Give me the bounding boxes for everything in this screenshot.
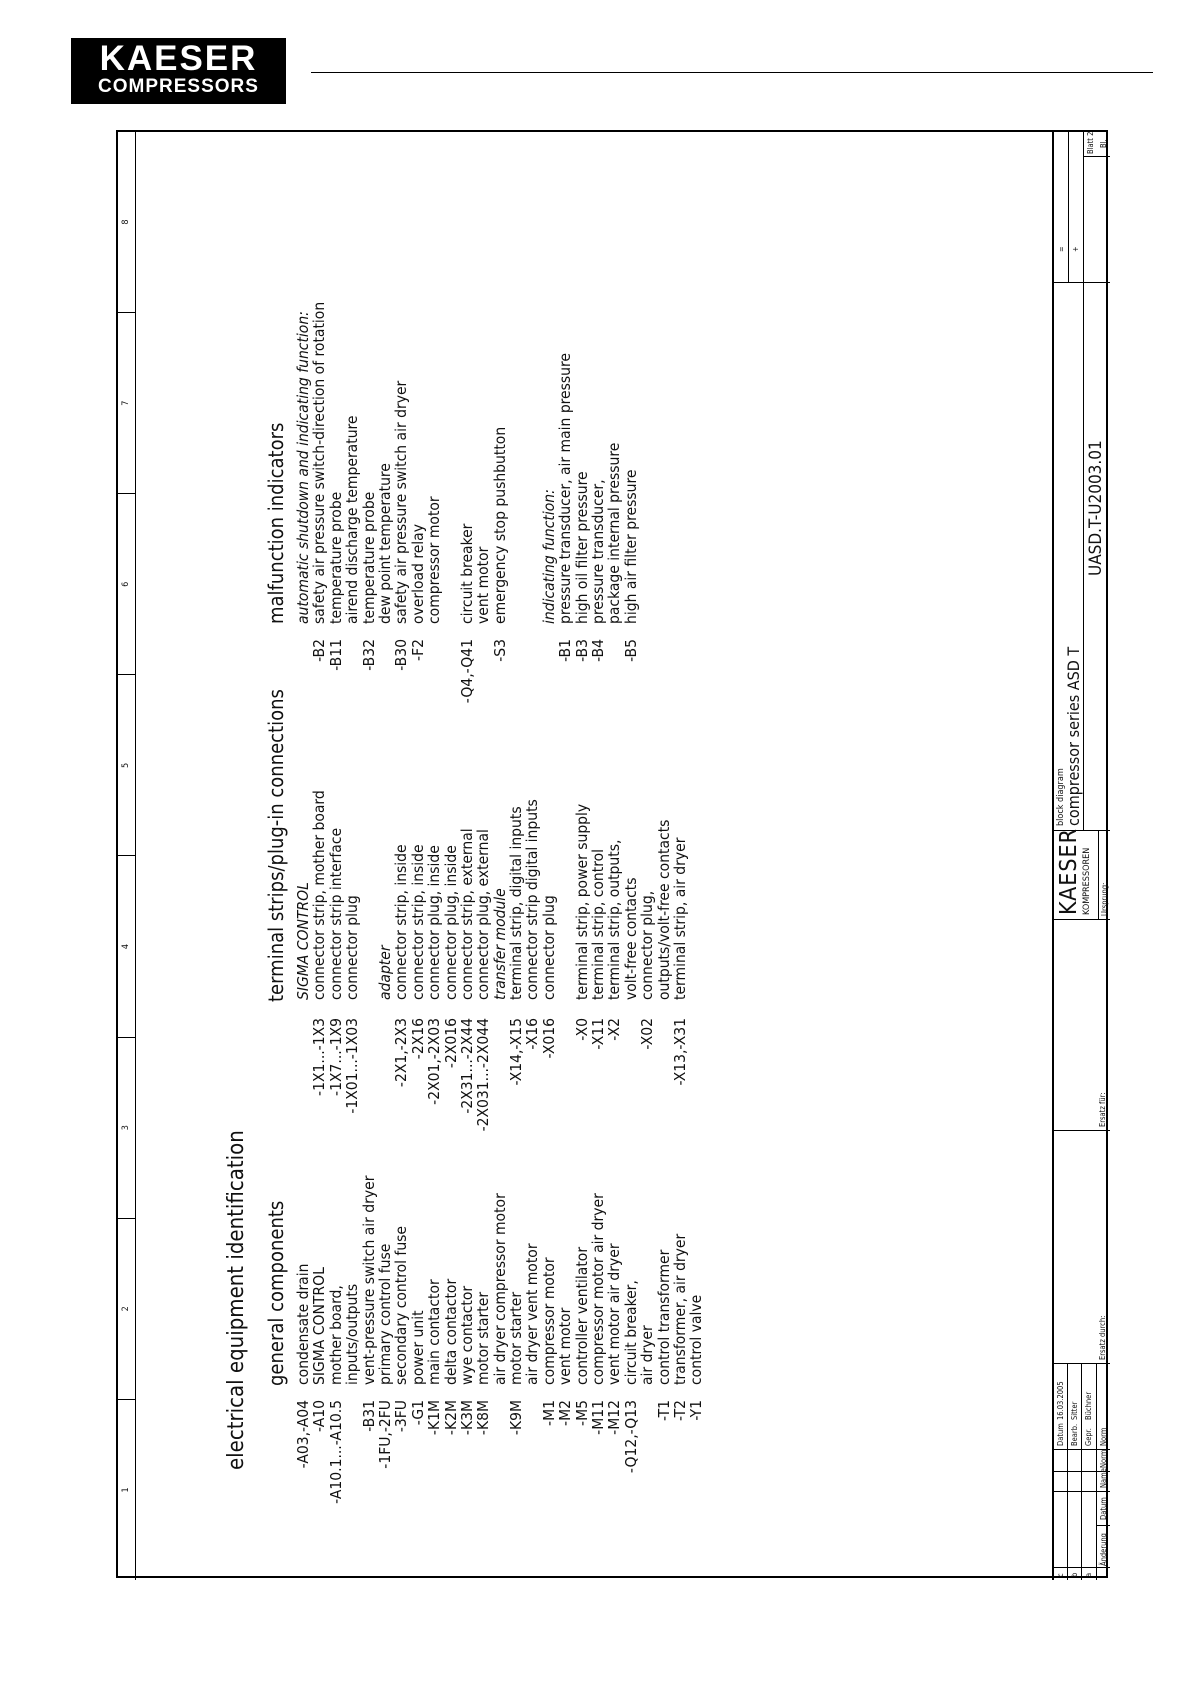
item-code: -X13,-X31 xyxy=(670,1018,689,1086)
list-item xyxy=(361,790,377,1219)
item-code xyxy=(443,639,459,764)
item-code xyxy=(606,639,622,764)
plus-label: + xyxy=(1071,246,1080,252)
list-item xyxy=(541,1176,557,1580)
list-item xyxy=(574,790,590,1219)
item-description: volt-free contacts xyxy=(621,877,640,1000)
item-code: -3FU xyxy=(392,1400,411,1433)
item-code: -M11 xyxy=(589,1400,608,1435)
list-item xyxy=(393,302,409,764)
item-code: -2X031...-2X044 xyxy=(474,1018,493,1132)
item-code: -M5 xyxy=(572,1400,591,1426)
list-item xyxy=(508,302,524,764)
list-item xyxy=(311,1176,327,1580)
list-item xyxy=(443,790,459,1219)
item-description: wye contactor xyxy=(457,1285,476,1385)
item-description: airend discharge temperature xyxy=(343,415,362,624)
item-code: -K9M xyxy=(507,1400,526,1436)
item-description: temperature probe xyxy=(326,491,345,624)
item-code: -2X01,-2X03 xyxy=(425,1018,444,1105)
list-item xyxy=(443,302,459,764)
item-description: mother board, xyxy=(326,1285,345,1385)
item-code: -B3 xyxy=(572,639,591,662)
item-code: -G1 xyxy=(408,1400,427,1426)
list-item xyxy=(328,1176,344,1580)
item-description: air dryer vent motor xyxy=(523,1243,542,1385)
list-item xyxy=(344,1176,360,1580)
list-item xyxy=(377,1176,393,1580)
sheet-title: electrical equipment identification xyxy=(224,1130,249,1470)
item-description: connector plug, inside xyxy=(425,845,444,1000)
list-item xyxy=(328,302,344,764)
brand-cell xyxy=(1054,830,1110,919)
item-description: air dryer xyxy=(638,1325,657,1385)
list-item xyxy=(295,302,311,764)
list-item xyxy=(492,302,508,764)
gepr-value: Büchner xyxy=(1084,1391,1093,1420)
list-item xyxy=(688,1176,704,1580)
item-code xyxy=(377,1018,393,1219)
item-code xyxy=(524,639,540,764)
item-code: -2X16 xyxy=(408,1018,427,1060)
item-code: -K1M xyxy=(425,1400,444,1436)
item-description: motor starter xyxy=(507,1291,526,1385)
item-description: connector plug, external xyxy=(474,829,493,1000)
item-description: delta contactor xyxy=(441,1278,460,1385)
zone-label: 1 xyxy=(118,1399,135,1580)
list-item xyxy=(606,1176,622,1580)
item-code: -X0 xyxy=(572,1018,591,1041)
item-code: -2X016 xyxy=(441,1018,460,1069)
item-code: -X14,-X15 xyxy=(507,1018,526,1086)
item-code xyxy=(524,1400,540,1580)
item-description: terminal strip, power supply xyxy=(572,803,591,1000)
item-code: -B4 xyxy=(589,639,608,662)
list-item xyxy=(541,302,557,764)
list-item xyxy=(410,790,426,1219)
doc-subject: compressor series ASD T xyxy=(1064,646,1083,826)
list-item xyxy=(344,790,360,1219)
item-description: connector strip, mother board xyxy=(310,790,329,1000)
item-description: air dryer compressor motor xyxy=(490,1193,509,1385)
item-code xyxy=(295,639,311,764)
list-item xyxy=(590,790,606,1219)
item-code xyxy=(344,1400,360,1580)
list-item xyxy=(361,1176,377,1580)
item-code: -1X01...-1X03 xyxy=(343,1018,362,1114)
item-description: overload relay xyxy=(408,524,427,624)
item-description: transformer, air dryer xyxy=(670,1233,689,1385)
item-code: -1FU,-2FU xyxy=(375,1400,394,1469)
item-description: connector strip, external xyxy=(457,828,476,1000)
item-code: -X11 xyxy=(589,1018,608,1050)
list-item xyxy=(459,302,475,764)
item-description: outputs/volt-free contacts xyxy=(654,819,673,1000)
item-description: terminal strip, digital inputs xyxy=(507,806,526,1000)
list-item xyxy=(557,790,573,1219)
brand-big: KAESER xyxy=(1056,828,1082,915)
item-description: compressor motor xyxy=(539,1257,558,1385)
item-code: -T2 xyxy=(670,1400,689,1421)
list-item xyxy=(410,302,426,764)
list-item xyxy=(656,1176,672,1580)
list-item xyxy=(623,302,639,764)
item-description: terminal strip, control xyxy=(589,849,608,1000)
terminal-strips-heading: terminal strips/plug-in connections xyxy=(264,689,288,1002)
item-code: -M12 xyxy=(605,1400,624,1435)
zone-label: 4 xyxy=(118,856,135,1037)
item-description: SIGMA CONTROL xyxy=(310,1267,329,1385)
item-code xyxy=(344,639,360,764)
item-description: package internal pressure xyxy=(605,442,624,624)
item-description: circuit breaker xyxy=(457,523,476,624)
item-code xyxy=(492,1400,508,1580)
item-code: -B1 xyxy=(556,639,575,662)
item-description: power unit xyxy=(408,1310,427,1385)
item-description: main contactor xyxy=(425,1279,444,1385)
replaces-cell: Ersatz für: xyxy=(1054,919,1110,1130)
item-description: pressure transducer, air main pressure xyxy=(556,353,575,624)
item-description: terminal strip, outputs, xyxy=(605,839,624,1000)
zone-label: 7 xyxy=(118,312,135,493)
item-description: secondary control fuse xyxy=(392,1225,411,1385)
item-code xyxy=(475,639,491,764)
item-code: -A10.1...-A10.5 xyxy=(326,1400,345,1504)
list-item xyxy=(541,790,557,1219)
item-description: SIGMA CONTROL xyxy=(294,882,312,1000)
item-code xyxy=(508,639,524,764)
rev-letter: a xyxy=(1084,1572,1093,1577)
item-description: adapter xyxy=(375,945,394,1000)
item-description: primary control fuse xyxy=(375,1243,394,1385)
item-code xyxy=(541,639,557,764)
item-code: -K2M xyxy=(441,1400,460,1436)
list-item xyxy=(426,302,442,764)
rev-header-change: Änderung xyxy=(1099,1533,1108,1566)
list-item xyxy=(606,302,622,764)
norm-label: Norm xyxy=(1099,1427,1108,1446)
list-item xyxy=(426,1176,442,1580)
general-components-heading: general components xyxy=(264,1200,288,1386)
list-item xyxy=(475,790,491,1219)
item-description: dew point temperature xyxy=(375,463,394,624)
item-description: high air filter pressure xyxy=(621,469,640,624)
list-item xyxy=(295,790,311,1219)
item-description: terminal strip, air dryer xyxy=(670,837,689,1000)
list-item xyxy=(557,1176,573,1580)
ursprung-label: Ursprung: xyxy=(1100,882,1109,916)
item-code: -2X31...-2X44 xyxy=(457,1018,476,1114)
item-description: compressor motor xyxy=(425,496,444,624)
item-description: vent motor xyxy=(556,1307,575,1385)
document-cell xyxy=(1054,282,1110,830)
item-description: motor starter xyxy=(474,1291,493,1385)
list-item xyxy=(426,790,442,1219)
item-description: connector plug, xyxy=(638,890,657,1000)
list-item xyxy=(508,790,524,1219)
zone-label: 6 xyxy=(118,493,135,674)
list-item xyxy=(459,1176,475,1580)
list-item xyxy=(656,790,672,1219)
doc-type: block diagram xyxy=(1056,768,1066,826)
item-description: vent-pressure switch air dryer xyxy=(359,1175,378,1385)
rev-letter: b xyxy=(1070,1572,1079,1577)
item-code xyxy=(377,639,393,764)
item-description: connector plug, inside xyxy=(441,845,460,1000)
datum-label: Datum xyxy=(1056,1423,1065,1446)
item-code xyxy=(426,639,442,764)
item-code: -X016 xyxy=(539,1018,558,1059)
item-code: -B5 xyxy=(621,639,640,662)
list-item xyxy=(475,1176,491,1580)
bl-label: Bl. xyxy=(1099,139,1108,148)
item-description: connector strip, inside xyxy=(408,844,427,1000)
item-code: -B32 xyxy=(359,639,378,671)
list-item xyxy=(328,790,344,1219)
item-code: -B31 xyxy=(359,1400,378,1432)
rev-letter: c xyxy=(1056,1573,1065,1577)
list-item xyxy=(574,302,590,764)
item-description: circuit breaker, xyxy=(621,1280,640,1385)
list-item xyxy=(475,302,491,764)
item-code xyxy=(639,1400,655,1580)
rotated-drawing-sheet xyxy=(118,132,1110,1580)
item-code: -Y1 xyxy=(687,1400,706,1421)
item-description: condensate drain xyxy=(294,1263,312,1385)
item-code: -A03,-A04 xyxy=(294,1400,312,1469)
title-block xyxy=(1052,132,1110,1580)
item-description: vent motor xyxy=(474,546,493,624)
item-description: emergency stop pushbutton xyxy=(490,426,509,624)
item-description: inputs/outputs xyxy=(343,1283,362,1385)
kaeser-logo: KAESER COMPRESSORS xyxy=(71,38,286,104)
bearb-label: Bearb. xyxy=(1070,1423,1079,1446)
list-item xyxy=(590,1176,606,1580)
gepr-label: Gepr. xyxy=(1084,1428,1093,1446)
list-item xyxy=(492,790,508,1219)
item-description: indicating function: xyxy=(539,489,558,624)
item-code: -F2 xyxy=(408,639,427,661)
list-item xyxy=(623,1176,639,1580)
zone-label: 5 xyxy=(118,674,135,855)
item-description: controller ventilator xyxy=(572,1246,591,1385)
list-item xyxy=(377,790,393,1219)
item-description: safety air pressure switch air dryer xyxy=(392,380,411,624)
list-item xyxy=(639,790,655,1219)
zone-label: 3 xyxy=(118,1037,135,1218)
rev-header-date: Datum xyxy=(1099,1497,1108,1520)
list-item xyxy=(606,790,622,1219)
item-description: connector plug xyxy=(539,895,558,1000)
item-code: -2X1,-2X3 xyxy=(392,1018,411,1088)
eq-label: = xyxy=(1057,246,1066,252)
list-item xyxy=(295,1176,311,1580)
item-description: vent motor air dryer xyxy=(605,1243,624,1385)
item-description: compressor motor air dryer xyxy=(589,1193,608,1385)
list-item xyxy=(361,302,377,764)
list-item xyxy=(393,790,409,1219)
sheet-cell xyxy=(1054,132,1110,282)
item-description: high oil filter pressure xyxy=(572,471,591,624)
replaced-by-cell: Ersatz durch: xyxy=(1054,1130,1110,1363)
list-item xyxy=(524,1176,540,1580)
terminal-strips-list xyxy=(295,790,688,1219)
list-item xyxy=(672,790,688,1219)
item-code: -1X7...-1X9 xyxy=(326,1018,345,1096)
list-item xyxy=(311,790,327,1219)
item-code: -Q12,-Q13 xyxy=(621,1400,640,1474)
item-description: control transformer xyxy=(654,1249,673,1385)
list-item xyxy=(574,1176,590,1580)
item-code xyxy=(557,1018,573,1219)
drawing-frame xyxy=(116,130,1108,1578)
item-code xyxy=(492,1018,508,1219)
bearb-value: Sitter xyxy=(1070,1401,1079,1420)
item-code: -1X1...-1X3 xyxy=(310,1018,329,1096)
list-item xyxy=(393,1176,409,1580)
item-code: -X02 xyxy=(638,1018,657,1050)
list-item xyxy=(639,1176,655,1580)
list-item xyxy=(443,1176,459,1580)
list-item xyxy=(524,790,540,1219)
malfunction-indicators-heading: malfunction indicators xyxy=(264,422,288,624)
brand-small: KOMPRESSOREN xyxy=(1082,847,1092,915)
item-code: -B2 xyxy=(310,639,329,662)
zone-label: 8 xyxy=(121,219,131,225)
list-item xyxy=(311,302,327,764)
list-item xyxy=(508,1176,524,1580)
item-code xyxy=(361,1018,377,1219)
item-code: -X2 xyxy=(605,1018,624,1041)
list-item xyxy=(377,302,393,764)
item-code: -K3M xyxy=(457,1400,476,1436)
item-description: connector plug xyxy=(343,895,362,1000)
zone-label: 2 xyxy=(118,1218,135,1399)
item-code xyxy=(623,1018,639,1219)
item-description: temperature probe xyxy=(359,491,378,624)
list-item xyxy=(344,302,360,764)
item-code: -B30 xyxy=(392,639,411,671)
zone-ruler xyxy=(118,132,136,1580)
item-description: transfer module xyxy=(490,888,509,1000)
item-code xyxy=(656,1018,672,1219)
list-item xyxy=(590,302,606,764)
item-code: -T1 xyxy=(654,1400,673,1421)
rev-header-norm: Norm xyxy=(1099,1449,1108,1468)
blatt-label: Blatt 2 xyxy=(1086,131,1095,154)
item-description: connector strip, inside xyxy=(392,844,411,1000)
item-code: -Q4,-Q41 xyxy=(457,639,476,704)
item-code: -K8M xyxy=(474,1400,493,1436)
list-item xyxy=(459,790,475,1219)
header-rule xyxy=(311,72,1153,73)
item-code: -S3 xyxy=(490,639,509,662)
item-code: -M1 xyxy=(539,1400,558,1426)
item-code xyxy=(295,1018,311,1219)
list-item xyxy=(492,1176,508,1580)
malfunction-indicators-list xyxy=(295,302,639,764)
item-code: -M2 xyxy=(556,1400,575,1426)
item-code: -A10 xyxy=(310,1400,329,1432)
item-description: connector strip digital inputs xyxy=(523,799,542,1000)
item-description: control valve xyxy=(687,1294,706,1385)
rev-header-name: Name xyxy=(1099,1468,1108,1488)
list-item xyxy=(524,302,540,764)
general-components-list xyxy=(295,1176,705,1580)
list-item xyxy=(557,302,573,764)
item-code: -X16 xyxy=(523,1018,542,1050)
datum-value: 16.03.2005 xyxy=(1056,1381,1065,1420)
item-description: pressure transducer, xyxy=(589,479,608,624)
item-description: safety air pressure switch-direction of rotation xyxy=(310,301,329,624)
list-item xyxy=(410,1176,426,1580)
doc-number: UASD.T-U2003.01 xyxy=(1086,440,1106,576)
item-description: connector strip interface xyxy=(326,827,345,1000)
item-description: automatic shutdown and indicating function: xyxy=(294,311,312,624)
list-item xyxy=(672,1176,688,1580)
item-code: -B11 xyxy=(326,639,345,671)
revision-block xyxy=(1054,1363,1110,1580)
list-item xyxy=(623,790,639,1219)
